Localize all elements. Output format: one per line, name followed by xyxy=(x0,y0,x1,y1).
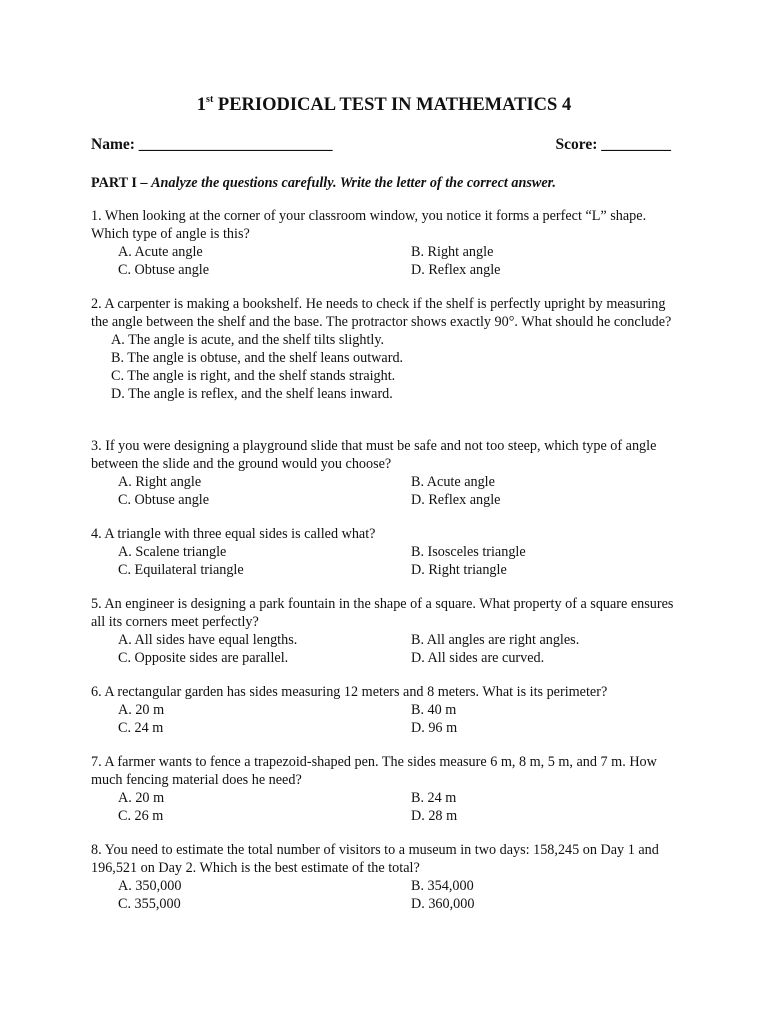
question-stem: 3. If you were designing a playground slide that must be safe and not too steep, which type of angle between the slide and the ground would you choose? xyxy=(91,438,657,472)
option-b: B. Isosceles triangle xyxy=(411,544,526,560)
option-b: B. The angle is obtuse, and the shelf leans outward. xyxy=(111,350,404,366)
question-4 xyxy=(91,525,681,579)
option-c: C. Obtuse angle xyxy=(118,492,210,508)
question-7 xyxy=(91,753,681,825)
option-d: D. The angle is reflex, and the shelf leans inward. xyxy=(111,386,393,402)
part-heading xyxy=(91,174,556,192)
option-b: B. Acute angle xyxy=(411,474,495,490)
question-1 xyxy=(91,207,681,279)
answer-options xyxy=(91,631,681,667)
option-d: D. 28 m xyxy=(411,808,458,824)
question-2 xyxy=(91,295,681,403)
answer-options xyxy=(91,877,681,913)
question-3 xyxy=(91,437,681,509)
option-c: C. 355,000 xyxy=(118,896,181,912)
option-c: C. The angle is right, and the shelf stands straight. xyxy=(111,368,396,384)
question-stem: 7. A farmer wants to fence a trapezoid-shaped pen. The sides measure 6 m, 8 m, 5 m, and 7 m. How much fencing material does he need? xyxy=(91,754,657,788)
question-stem: 2. A carpenter is making a bookshelf. He needs to check if the shelf is perfectly upright by measuring the angle between the shelf and the base. The protractor shows exactly 90°. What should he conclude? xyxy=(91,296,672,330)
option-c: C. 26 m xyxy=(118,808,164,824)
page-title xyxy=(0,93,768,117)
question-stem: 6. A rectangular garden has sides measuring 12 meters and 8 meters. What is its perimeter? xyxy=(91,684,608,700)
option-a: A. Right angle xyxy=(118,474,202,490)
option-b: B. All angles are right angles. xyxy=(411,632,580,648)
answer-options xyxy=(91,701,681,737)
name-field[interactable]: Name: _________________________ xyxy=(91,136,333,153)
option-a: A. 350,000 xyxy=(118,878,182,894)
option-a: A. Scalene triangle xyxy=(118,544,227,560)
title-number: 1 xyxy=(196,95,207,115)
part-label: PART I – xyxy=(91,175,152,191)
option-d: D. Reflex angle xyxy=(411,262,501,278)
question-stem: 5. An engineer is designing a park fountain in the shape of a square. What property of a square ensures all its corners meet perfectly? xyxy=(91,596,674,630)
part-instructions: Analyze the questions carefully. Write the letter of the correct answer. xyxy=(151,175,556,191)
title-superscript: st xyxy=(206,94,214,105)
question-5 xyxy=(91,595,681,667)
answer-options xyxy=(91,331,681,403)
title-text: PERIODICAL TEST IN MATHEMATICS 4 xyxy=(213,95,572,115)
option-b: B. 40 m xyxy=(411,702,457,718)
option-a: A. The angle is acute, and the shelf tilts slightly. xyxy=(111,332,385,348)
option-a: A. Acute angle xyxy=(118,244,203,260)
option-a: A. All sides have equal lengths. xyxy=(118,632,298,648)
option-d: D. Right triangle xyxy=(411,562,507,578)
answer-options xyxy=(91,473,681,509)
answer-options xyxy=(91,789,681,825)
option-b: B. Right angle xyxy=(411,244,494,260)
question-6 xyxy=(91,683,681,737)
option-c: C. Equilateral triangle xyxy=(118,562,244,578)
option-c: C. Opposite sides are parallel. xyxy=(118,650,289,666)
score-field[interactable]: Score: _________ xyxy=(555,136,671,153)
answer-options xyxy=(91,243,681,279)
option-c: C. Obtuse angle xyxy=(118,262,210,278)
option-a: A. 20 m xyxy=(118,702,165,718)
option-b: B. 354,000 xyxy=(411,878,474,894)
option-b: B. 24 m xyxy=(411,790,457,806)
option-d: D. Reflex angle xyxy=(411,492,501,508)
question-8 xyxy=(91,841,681,913)
question-stem: 4. A triangle with three equal sides is called what? xyxy=(91,526,376,542)
option-a: A. 20 m xyxy=(118,790,165,806)
answer-options xyxy=(91,543,681,579)
option-d: D. 360,000 xyxy=(411,896,475,912)
option-d: D. 96 m xyxy=(411,720,458,736)
option-c: C. 24 m xyxy=(118,720,164,736)
question-stem: 1. When looking at the corner of your classroom window, you notice it forms a perfect “L” shape. Which type of angle is this? xyxy=(91,208,647,242)
question-stem: 8. You need to estimate the total number of visitors to a museum in two days: 158,245 on Day 1 and 196,521 on Day 2. Which is the best estimate of the total? xyxy=(91,842,659,876)
option-d: D. All sides are curved. xyxy=(411,650,545,666)
